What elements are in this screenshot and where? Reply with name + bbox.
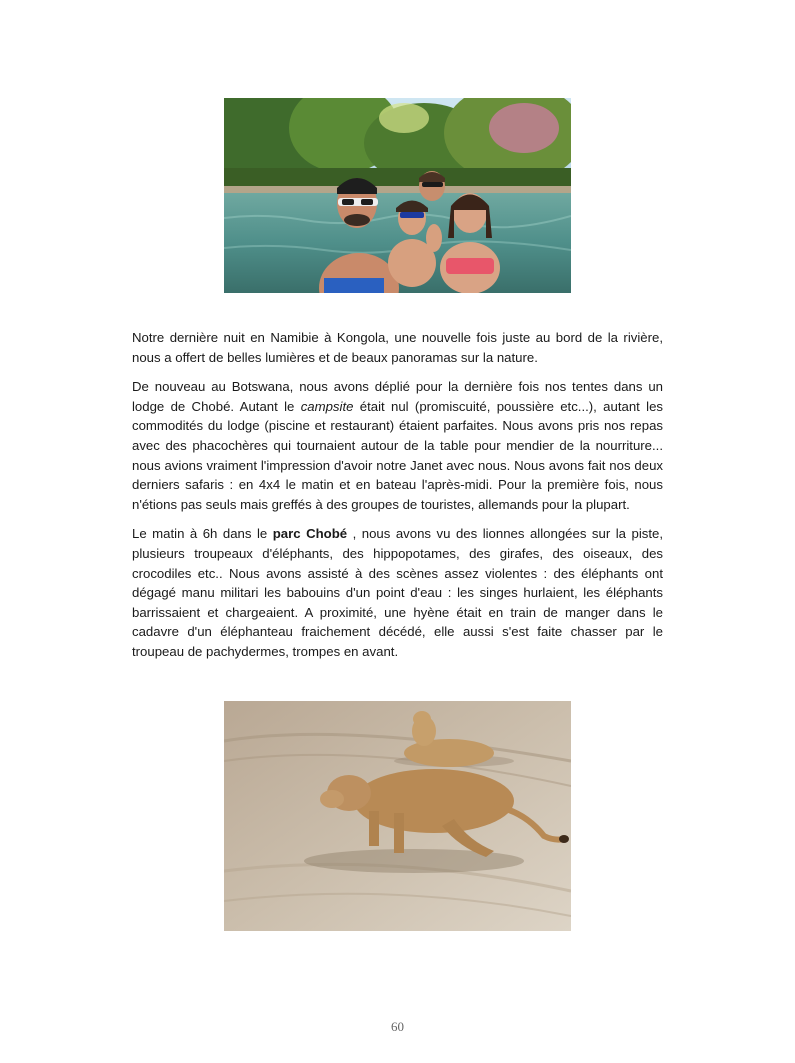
paragraph-1-text: Notre dernière nuit en Namibie à Kongola, une nouvelle fois juste au bord de la rivière, nous a offert de belles lumières et de beaux panoramas sur la nature. <box>132 330 663 365</box>
pool-family-photo <box>224 98 571 293</box>
lionesses-image <box>224 701 571 931</box>
paragraph-2-text-start: De nouveau au Botswana, nous avons déplié pour la dernière fois nos tentes dans un lodge de Chobé. Autant le <box>132 379 663 414</box>
paragraph-2-text-end: était nul (promiscuité, poussière etc...), autant les commodités du lodge (piscine et restaurant) étaient parfaites. Nous avons pris nos repas avec des phacochères qui tournaient autour de la table pour mendier de la nourriture... nous avions vraiment l'impression d'avoir notre Janet avec nous. Nous avons fait nos deux derniers safaris : en 4x4 le matin et en bateau l'après-midi. Pour la première fois, nous n'étions pas seuls mais greffés à des groupes de touristes, allemands pour la plupart. <box>132 398 663 512</box>
paragraph-3-text-end: , nous avons vu des lionnes allongées sur la piste, plusieurs troupeaux d'éléphants, des hippopotames, des girafes, des oiseaux, des crocodiles etc.. Nous avons assisté à des scènes assez violentes : des éléphants ont dégagé manu militari les babouins d'un point d'eau : les singes hurlaient, les éléphants barrissaient et chargeaient. A proximité, une hyène était en train de manger dans le cadavre d'un éléphanteau fraichement décédé, elle aussi s'est faite chasser par le troupeau de pachydermes, trompes en avant. <box>132 526 664 659</box>
paragraph-3 <box>132 524 663 661</box>
lionesses-photo <box>224 701 571 931</box>
page-number: 60 <box>391 1019 404 1034</box>
paragraph-2 <box>132 377 663 514</box>
paragraph-1 <box>132 328 663 367</box>
paragraph-3-text-start: Le matin à 6h dans le <box>132 526 273 542</box>
article-text <box>132 328 663 672</box>
pool-family-image <box>224 98 571 293</box>
campsite-emphasis: campsite <box>300 398 354 414</box>
parc-chobe-strong: parc Chobé <box>272 526 348 542</box>
